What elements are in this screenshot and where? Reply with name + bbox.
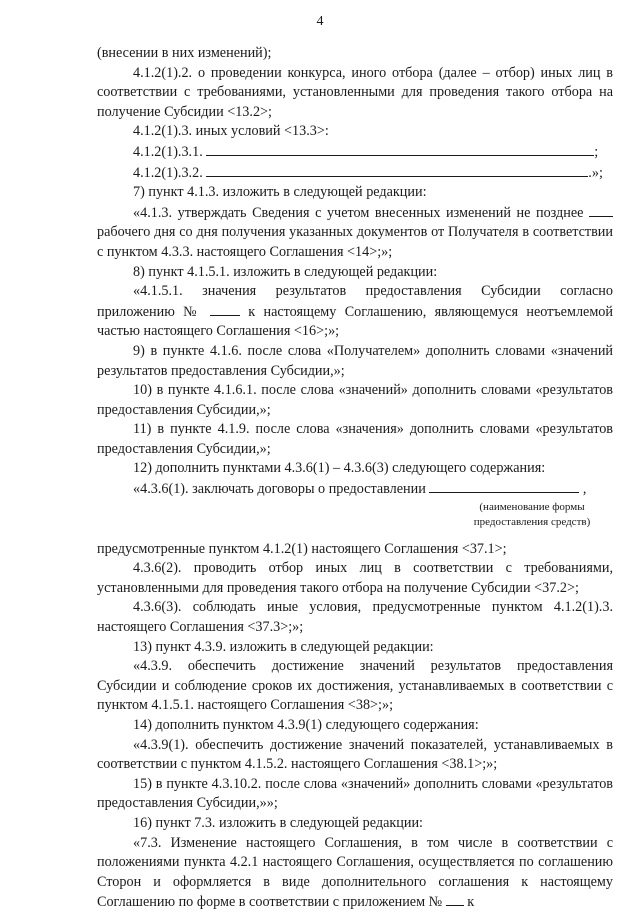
page-number: 4 <box>316 14 324 29</box>
fill-in-blank <box>206 163 588 177</box>
paragraph-text: рабочего дня со дня получения указанных документов от Получателя в соответствии с пунктом 4.3.3. настоящего Соглашения <14>;»; <box>97 224 613 260</box>
document-body <box>97 44 613 913</box>
paragraph-text: к настоящему Соглашению, являющемуся неотъемлемой частью настоящего Соглашения <16>;»; <box>97 303 613 340</box>
paragraph: 14) дополнить пунктом 4.3.9(1) следующего содержания: <box>133 717 479 733</box>
paragraph-with-blank <box>97 834 613 913</box>
paragraph-text: «4.3.6(1). заключать договоры о предоставлении <box>133 481 426 498</box>
paragraph-text: к <box>467 894 475 911</box>
paragraph: 15) в пункте 4.3.10.2. после слова «значений» дополнить словами «результатов предоставления Субсидии,»»; <box>97 775 613 812</box>
fill-in-blank <box>210 302 240 316</box>
paragraph: 4.1.2(1).2. о проведении конкурса, иного отбора (далее – отбор) иных лиц в соответствии с требованиями, установленными для проведения такого отбора на получение Субсидии <13.2>; <box>97 64 613 120</box>
paragraph: (внесении в них изменений); <box>97 45 272 61</box>
fill-in-blank <box>206 142 594 156</box>
paragraph: 13) пункт 4.3.9. изложить в следующей редакции: <box>133 638 434 655</box>
caption-line: предоставления средств) <box>473 515 591 528</box>
paragraph: 11) в пункте 4.1.9. после слова «значения» дополнить словами «результатов предоставления Субсидии,»; <box>97 421 613 457</box>
paragraph-with-blank <box>97 203 613 263</box>
punctuation: , <box>582 481 587 498</box>
punctuation: .»; <box>588 164 603 181</box>
paragraph: предусмотренные пунктом 4.1.2(1) настоящего Соглашения <37.1>; <box>97 540 507 557</box>
paragraph-text: «4.1.3. утверждать Сведения с учетом внесенных изменений не позднее <box>133 204 584 221</box>
caption-line: (наименование формы <box>479 500 585 513</box>
fill-in-blank <box>446 892 464 906</box>
paragraph-with-blank <box>97 282 613 342</box>
paragraph: 9) в пункте 4.1.6. после слова «Получателем» дополнить словами «значений результатов предоставления Субсидии,»; <box>97 342 613 379</box>
paragraph: «4.3.9(1). обеспечить достижение значений показателей, устанавливаемых в соответствии с пунктом 4.1.5.2. настоящего Соглашения <38.1>;»; <box>97 736 613 773</box>
paragraph: 4.3.6(2). проводить отбор иных лиц в соответствии с требованиями, установленными для проведения такого отбора на получение Субсидии <37.2>; <box>97 560 613 596</box>
fill-in-blank <box>429 479 579 493</box>
blank-caption <box>457 500 607 530</box>
paragraph: 10) в пункте 4.1.6.1. после слова «значений» дополнить словами «результатов предоставления Субсидии,»; <box>97 382 613 418</box>
paragraph: 4.1.2(1).3. иных условий <13.3>: <box>133 123 329 140</box>
clause-number: 4.1.2(1).3.2. <box>133 164 203 181</box>
paragraph-with-blank <box>97 479 613 500</box>
punctuation: ; <box>594 143 599 160</box>
paragraph-text: «4.1.5.1. значения результатов предоставления Субсидии согласно приложению № <box>97 283 613 320</box>
paragraph: 7) пункт 4.1.3. изложить в следующей редакции: <box>133 184 427 201</box>
paragraph: 16) пункт 7.3. изложить в следующей редакции: <box>133 814 423 831</box>
fill-in-blank <box>589 203 613 217</box>
clause-number: 4.1.2(1).3.1. <box>133 143 203 160</box>
paragraph: 8) пункт 4.1.5.1. изложить в следующей редакции: <box>133 263 438 280</box>
paragraph-with-blank <box>97 163 613 184</box>
paragraph: 4.3.6(3). соблюдать иные условия, предусмотренные пунктом 4.1.2(1).3. настоящего Соглашения <37.3>;»; <box>97 599 613 636</box>
paragraph-text: «7.3. Изменение настоящего Соглашения, в том числе в соответствии с положениями пункта 4.2.1 настоящего Соглашения, осуществляется по соглашению Сторон и оформляется в виде дополнительного соглашения к настоящему Соглашению по форме в соответствии с приложением № <box>97 834 613 911</box>
paragraph: 12) дополнить пунктами 4.3.6(1) – 4.3.6(3) следующего содержания: <box>133 460 546 477</box>
blank-caption-area <box>97 500 613 540</box>
paragraph: «4.3.9. обеспечить достижение значений результатов предоставления Субсидии и соблюдение сроков их достижения, устанавливаемых в соответствии с пунктом 4.1.5.1. настоящего Соглашения <38>;»; <box>97 658 613 714</box>
paragraph-with-blank <box>97 142 613 163</box>
